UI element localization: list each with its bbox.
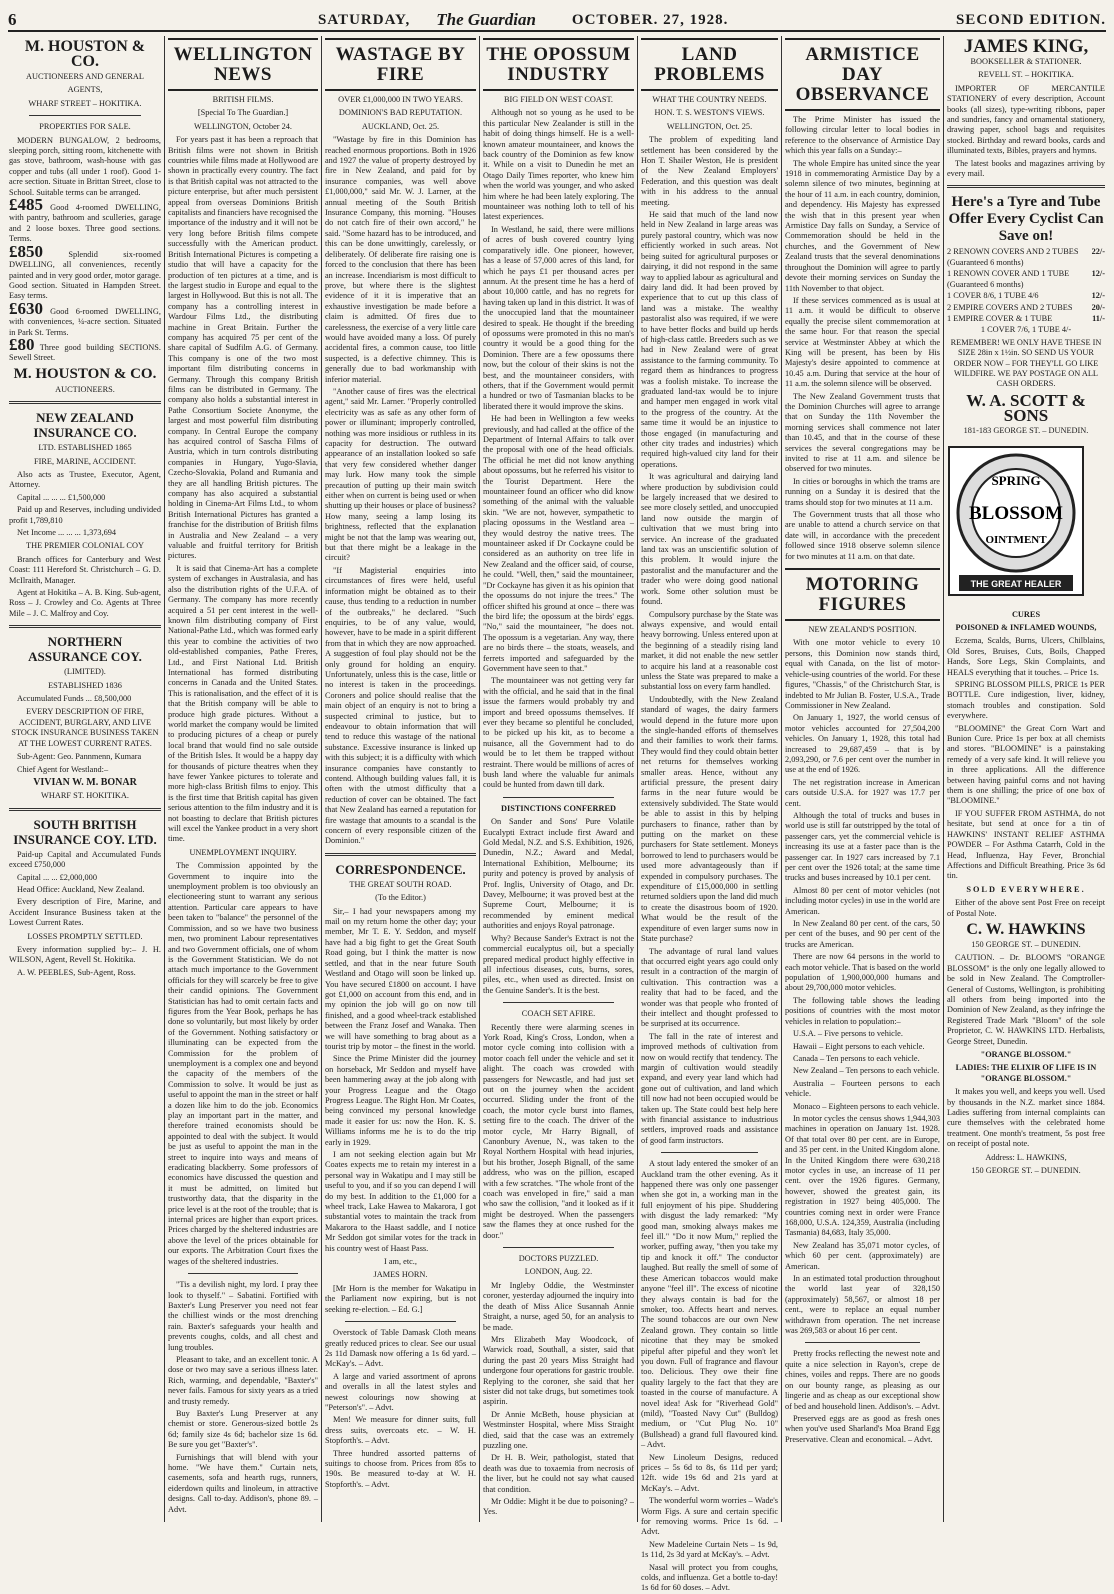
head-office: Head Office: Auckland, New Zealand. xyxy=(17,884,145,894)
article-paragraph: The Prime Minister has issued the following circular letter to local bodies in reference to the observance of Armistice Day which this year falls on a Sunday:– xyxy=(785,115,940,156)
great-south-road: THE GREAT SOUTH ROAD. xyxy=(349,879,452,889)
letter-paragraph: I am not seeking election again but Mr Coates expects me to retain my interest in a personal way in Wakatipu and I may still be useful to you, and if so you can depend I will do my best. In addition to the £1,000 for a wheel track, Lake Hawea to Makarora, I got substantial votes to maintain the track from Makarora to the Haast saddle, and I notice Mr Seddon got similar votes for the track in his country west of Haast Pass. xyxy=(325,1150,476,1253)
hawkins-address: 150 GEORGE ST. – DUNEDIN. xyxy=(971,939,1081,949)
article-paragraph: In an estimated total production throughout the world last year of 328,150 (approximately) 58,567, or almost 18 per cent., were to replace an equal number withdrawn from operation. The net increase was 269,583 or about 16 per cent. xyxy=(785,1274,940,1336)
article-paragraph: The mountaineer was not getting very far with the official, and he said that in the final issue the farmers would probably try and import and breed opossums themselves. If ever they became so plentiful he concluded, to be picked up his kit, as to become a nuisance, all the Government had to do would be to let them be trapped without restraint. There would be millions of acres of bush land where the valuable fur animals could be hunted from dawn till dark. xyxy=(483,676,634,790)
stopforth-ad: Men! We measure for dinner suits, full dress suits, overcoats etc. – W. H. Stopforth's. – Advt. xyxy=(325,1415,476,1446)
article-paragraph: The Commission appointed by the Government to inquire into the unemployment problem is too obviously an electioneering stunt to warrant any serious attention. Particular care appears to have been taken to "balance" the personnel of the Commission, and so we have two business men, two prominent Labour representatives and two Government officials, one of whom is the Government Statistician. We do not attach much importance to the Government officials for they will scarcely be free to give their candid opinions. The Government Statistician has had to omit certain facts and figures from the Year Book, perhaps he has done so voluntarily, but most likely by order of the Government. Nothing satisfactory or illuminating can be expected from the Commission for the problem of unemployment is a complex one and beyond the capacity of the members of the Commission to solve. It would be just as useful to appoint the man in the street or half a dozen like him to do the job. Economics play an important part in the matter, and therefore trained economists should be appointed to deal with the subject. It would be just as useful to appoint the man in the street to inquire into ways and means of eradicating blackberry. Some professors of economics have discussed the question and it must be admitted, on limited but trustworthy data, that the disparity in the price level is at the root of the trouble; that is internal prices are higher than export prices. Prices charged by the sheltered industries are above the level of the prices obtainable for our exports. The Arbitration Court fixes the wages of the sheltered industries. xyxy=(168,861,318,1266)
dateline: AUCKLAND, Oct. 25. xyxy=(361,121,440,131)
property-ad xyxy=(9,334,161,364)
motoring-subhead: NEW ZEALAND'S POSITION. xyxy=(808,625,917,635)
offer-item: 2 RENOWN COVERS AND 2 TUBES (Guaranteed 6 months) xyxy=(947,247,1079,267)
every-description: EVERY DESCRIPTION OF FIRE, ACCIDENT, BURGLARY, AND LIVE STOCK INSURANCE BUSINESS TAKEN AT THE LOWEST CURRENT RATES. xyxy=(11,707,159,748)
table-row: New Zealand – Ten persons to each vehicle. xyxy=(793,1066,940,1076)
james-king-name: JAMES KING, xyxy=(963,36,1089,57)
dateline: WELLINGTON, October 24. xyxy=(194,121,292,131)
divider xyxy=(805,1342,920,1343)
curtain-nets-ad: New Madeleine Curtain Nets – 1s 9d, 1s 11d, 2s 3d yard at McKay's. – Advt. xyxy=(641,1539,778,1560)
correspondence-heading: CORRESPONDENCE. xyxy=(335,861,466,877)
dateline: WELLINGTON, Oct. 25. xyxy=(666,121,753,131)
table-row: Hawaii – Eight persons to each vehicle. xyxy=(793,1041,925,1051)
article-paragraph: "If Magisterial enquiries into circumstances of fires were held, useful information might be obtained as to their cause, thus tending to a reduction in number of the outbreaks," he declared. "Such enquiries, to be of any value, would, however, have to be made in a spirit different from that in which they are now approached. A suggestion of foul play should not be the only ground for holding an enquiry. Unfortunately, unless this is the case, little or no interest is taken in the proceedings. Coroners and police should realise that the main object of an enquiry is not to bring a suspected criminal to justice, but to endeavour to obtain information that will tend to reduce this wastage of the national substance. Excessive insurance is linked up with this subject; it is a difficulty with which insurance companies have constantly to contend. Although building values fall, it is often with the utmost difficulty that a reduction of cover can be obtained. The fact that New Zealand has earned a reputation for fire wastage that amounts to a scandal is the concern of every responsible citizen of the Dominion." xyxy=(325,565,476,846)
agents: Agent at Hokitika – A. B. King. Sub-agent, Ross – J. Crowley and Co. Agents at Three Mile – J. C. Malfroy and Coy. xyxy=(9,588,161,618)
ointment-uses: Eczema, Scalds, Burns, Ulcers, Chilblains, Old Sores, Bruises, Cuts, Boils, Chapped Hands, Sore Legs, Skin Complaints, and HEALS everything that it touches. – Price 1s. xyxy=(947,636,1105,677)
article-paragraph: Mr Ingleby Oddie, the Westminster coroner, yesterday adjourned the inquiry into the death of Miss Alice Susannah Annie Straight, a nurse, aged 50, for an analysis to be made. xyxy=(483,1280,634,1332)
doctors-puzzled-heading: DOCTORS PUZZLED. xyxy=(518,1254,599,1264)
nz-insurance-kinds: FIRE, MARINE, ACCIDENT. xyxy=(34,456,136,466)
hawkins-address-line-2: 150 GEORGE ST. – DUNEDIN. xyxy=(971,1166,1081,1176)
land-subhead: WHAT THE COUNTRY NEEDS. xyxy=(652,95,767,104)
article-paragraph: If these services commenced as is usual at 11 a.m. it would be difficult to observe equally the precise silent commemoration at the same hour. For that reason the special service at Westminster Abbey at which the King will be present, has been by His Majesty's desire appointed to commence at 10.45 a.m. During that service at the hour of 11 a.m. the solemn silence will be observed. xyxy=(785,295,940,389)
property-price: £630 xyxy=(9,298,43,318)
stopforth-ad: Three hundred assorted patterns of suitings to choose from. Prices from 85s to 190s. Be measured to-day at W. H. Stopforth's. – Advt. xyxy=(325,1448,476,1489)
column-wastage-by-fire xyxy=(322,36,479,1522)
james-king-address: REVELL ST. – HOKITIKA. xyxy=(978,70,1074,80)
chief-agent: Chief Agent for Westland:– xyxy=(17,764,109,774)
tobacco-ad: A stout lady entered the smoker of an Auckland tram the other evening. As it happened there was only one passenger when she got in, a working man in the full enjoyment of his pipe. Shuddering with disgust the lady remarked: "My good man, smoking always makes me feel ill." "Do it now Mum," replied the worker, puffing away, "then you take my tip and knock it off." The conductor laughed. But really the smell of some of these American tobaccos would make anyone "feel ill". The excess of nicotine they always contain is bad for the smoker, too. Affects heart and nerves. The sound tobaccos are our own New Zealand grown. They contain so little nicotine that they may be smoked pipeful after pipeful and they won't let you down. Full of fragrance and flavour too. Delicious. They owe their fine quality largely to the fact that they are toasted in the course of manufacture. A novel idea! Ask for "Riverhead Gold" (mild), "Toasted Navy Cut" (Bulldog) medium, or "Cut Plug No. 10" (Bullshead) a grand full flavoured kind. – Advt. xyxy=(641,1159,778,1450)
property-text: Good 6-roomed DWELLING, with conveniences, ¼-acre section. Situated in Park St. Terms. xyxy=(9,306,161,337)
article-paragraph: The net registration increase in American cars outside U.S.A. for 1927 was 17.7 per cent. xyxy=(785,777,940,808)
caution-notice: CAUTION. – Dr. BLOOM'S "ORANGE BLOSSOM" is the only one legally allowed to be sold in New Zealand. The Comptroller-General of Customs, Wellington, is prohibiting all others from being imported into the Dominion of New Zealand, as they infringe the Registered Trade Mark "Bloom" of the sole Proprietor, C. W. HAWKINS LTD. Herbalists, George Street, Dunedin. xyxy=(947,953,1105,1046)
article-paragraph: Dr H. B. Weir, pathologist, stated that death was due to toxaemia from necrosis of the liver, but he could not say what caused that condition. xyxy=(483,1453,634,1494)
column-land-problems xyxy=(638,36,781,1593)
asthma-ad: IF YOU SUFFER FROM ASTHMA, do not hesitate, but send at once for a tin of HAWKINS' INSTANT RELIEF ASTHMA POWDER – For Asthma Catarrh, Cold in the Head, Influenza, Hay Fever, Bronchial Affections and Difficult Breathing. Price 3s 6d tin. xyxy=(947,808,1105,881)
property-price: £850 xyxy=(9,241,43,261)
offer-item: 1 COVER 8/6, 1 TUBE 4/6 xyxy=(947,291,1039,301)
distinctions-heading: DISTINCTIONS CONFERRED xyxy=(500,803,617,813)
bonar-address: WHARF ST. HOKITIKA. xyxy=(41,791,129,801)
wellington-news-title: WELLINGTON NEWS xyxy=(168,38,318,91)
article-paragraph: Undoubtedly, with the New Zealand standard of wages, the dairy farmers would depend in the future more upon the single-handed efforts of themselves and their families to work their farms. They would find they could obtain better net returns for themselves working smaller areas. Hence, without any artificial pressure, the present dairy farms in the near future would be extensively subdivided. The State would be able to assist in this by helping purchasers to finance, rather than by putting on the market on these purchasers for State settlement. Moneys borrowed to lend to purchasers would be used more advantageously than if expended in compulsory purchases. The expenditure of £15,000,000 in settling returned soldiers upon the land did much to create the disastrous boom of 1920. What would be the result of the expenditure of even larger sums now in State purchase? xyxy=(641,694,778,944)
article-paragraph: New Zealand has 35,071 motor cycles, of which 60 per cent. (approximately) are American. xyxy=(785,1240,940,1271)
article-paragraph: The advantage of rural land values that occurred eight years ago could only result in a contraction of the margin of cultivation. This contraction was a reality that had to be faced, and the wonder was that people who fronted of their intellect and thought professed to be surprised at its occurrence. xyxy=(641,946,778,1029)
property-ad xyxy=(9,241,161,302)
houston-subtitle: AUCTIONEERS AND GENERAL xyxy=(26,72,144,81)
wastage-subhead-2: DOMINION'S BAD REPUTATION. xyxy=(338,108,463,118)
masthead-day: SATURDAY, xyxy=(318,11,411,28)
unemployment-subhead: UNEMPLOYMENT INQUIRY. xyxy=(189,847,297,857)
addisons-ad: Pretty frocks reflecting the newest note and quite a nice selection in Rayon's, crepe de chines, voiles and repps. There are no goods on our bounty range, as pleasing as our lingerie and as cheap as our exceptional show of bed and household linen. Addison's. – Advt. xyxy=(785,1349,940,1411)
article-paragraph: Dr Annie McBeth, house physician at Westminster Hospital, where Miss Straight died, said that the case was an extremely puzzling one. xyxy=(483,1409,634,1450)
newspaper-name: The Guardian xyxy=(436,10,536,29)
property-ad: MODERN BUNGALOW, 2 bedrooms, sleeping porch, sitting room, kitchenette with gas stove, bathroom, wash-house with gas copper and tubs (all under 1 roof). Good 1-acre section. Situate in Brittan Street, close to School. Suitable terms can be arranged. xyxy=(9,135,161,197)
offer-item: 1 RENOWN COVER AND 1 TUBE (Guaranteed 6 months) xyxy=(947,269,1070,289)
divider xyxy=(9,625,161,628)
wastage-subhead: OVER £1,000,000 IN TWO YEARS. xyxy=(338,95,463,104)
wastage-title: WASTAGE BY FIRE xyxy=(325,38,476,91)
divider xyxy=(503,797,614,798)
tyre-offer-row xyxy=(947,269,1105,290)
column-armistice-motoring xyxy=(782,36,943,1522)
divider xyxy=(29,115,141,116)
orange-blossom-heading: "ORANGE BLOSSOM." xyxy=(980,1050,1072,1059)
addisons-ad: Furnishings that will blend with your home. "We have them." Curtain nets, casements, sofa and hearth rugs, runners, eiderdown quilts and linoleum, in attractive designs. Call to-day. Addison's, phone 89. – Advt. xyxy=(168,1452,318,1514)
tin-label: BLOSSOM xyxy=(969,503,1063,525)
scott-sons-name: W. A. SCOTT & SONS xyxy=(966,390,1086,425)
every-description-2: Every description of Fire, Marine, and Accident Insurance Business taken at the Lowest Current Rates. xyxy=(9,897,161,928)
tyre-offer-row xyxy=(947,291,1105,301)
column-advertisements-left xyxy=(6,36,164,1522)
article-paragraph: It was agricultural and dairying land where production by subdivision could be largely increased that we desired to see more closely settled, and unoccupied land now outside the margin of cultivation that we must bring into service. An increase of the graduated land tax was an unscientific solution of this problem. It would injure the pastoralist and the manufacturer and the trader who were doing good national work. Some other solution must be found. xyxy=(641,472,778,607)
baxter-ad: Pleasant to take, and an excellent tonic. A dose or two may save a serious illness later. Rich, warming, and dependable, "Baxter's" never fails. Famous for sixty years as a tried and trusty remedy. xyxy=(168,1354,318,1406)
hawkins-name: C. W. HAWKINS xyxy=(966,920,1086,938)
scott-sons-address: 181-183 GEORGE ST. – DUNEDIN. xyxy=(963,425,1089,435)
tyre-offer-heading: Here's a Tyre and Tube Offer Every Cyclist Can Save on! xyxy=(948,194,1104,245)
offer-price: 11/- xyxy=(1092,313,1105,323)
egg-preservative-ad: Preserved eggs are as good as fresh ones when you've used Sharland's Moa Brand Egg Preservative. Clean and economical. – Advt. xyxy=(785,1413,940,1444)
premier-colonial: THE PREMIER COLONIAL COY xyxy=(26,541,144,551)
wilson-info: Every information supplied by:– J. H. WILSON, Agent, Revell St. Hokitika. xyxy=(9,944,161,965)
divider xyxy=(503,1247,614,1248)
ladies-heading: LADIES: THE ELIXIR OF LIFE IS IN "ORANGE BLOSSOM." xyxy=(955,1063,1097,1083)
divider xyxy=(947,185,1105,188)
bonar-name: VIVIAN W. M. BONAR xyxy=(33,776,137,788)
article-paragraph: Although not so young as he used to be this particular New Zealander is still in the habit of doing things himself. He is a well-known amateur mountaineer, and knows the back country of the Dominion as few know it. While on a visit to Dunedin he met an Otago Daily Times reporter, who knew him when the world was younger, and who asked him where he had been lately exploring. The mountaineer was nothing loth to tell of his latest experiences. xyxy=(483,108,634,222)
wellington-news-subhead: BRITISH FILMS. xyxy=(212,95,274,104)
article-paragraph: In motor cycles the census shows 1,944,303 machines in operation on January 1st. 1928. Of that total over 80 per cent. are in Europe, and 35 per cent. in the United Kingdom alone. In the United Kingdom there were 630,218 motor cycles in use, an increase of 11 per cent. over the 1926 figures. Germany, however, showed the greatest gain, its registration in 1927 being 405,000. The countries coming next in order were France 168,000, U.S.A. 124,359, Australia (including Tasmania) 84,683, Italy 35,000. xyxy=(785,1113,940,1238)
houston-address: WHARF STREET – HOKITIKA. xyxy=(28,98,142,108)
special-credit: [Special To The Guardian.] xyxy=(197,108,289,118)
column-advertisements-right xyxy=(944,36,1108,1522)
property-ad xyxy=(9,298,161,338)
dateline: LONDON, Aug. 22. xyxy=(524,1267,593,1277)
divider xyxy=(661,1152,758,1153)
article-paragraph: Compulsory purchase by the State was always expensive, and would entail heavy borrowing. Unless entered upon at the beginning of a steadily rising land market, it did not enable the new settler to acquire his land at a reasonable cost unless the State was prepared to make a substantial loss on every farm handled. xyxy=(641,609,778,692)
table-row: Australia – Fourteen persons to each vehicle. xyxy=(785,1078,940,1099)
divider xyxy=(188,1273,298,1274)
letter-signer: JAMES HORN. xyxy=(373,1270,428,1280)
sold-everywhere: SOLD EVERYWHERE. xyxy=(966,884,1086,894)
remember-notice: REMEMBER! WE ONLY HAVE THESE IN SIZE 28in x 1½in. SO SEND US YOUR ORDER NOW – FOR THEY'LL GO LIKE WILDFIRE. WE PAY POSTAGE ON ALL CASH ORDERS. xyxy=(950,337,1102,389)
south-british-paid: Paid-up Capital and Accumulated Funds exceed £750,000 xyxy=(9,849,161,870)
armistice-title: ARMISTICE DAY OBSERVANCE xyxy=(785,38,940,111)
mckays-ad: Overstock of Table Damask Cloth means greatly reduced prices to clear. See our usual 2s 11d Damask now offering a 1s 6d yard. – McKay's. – Advt. xyxy=(325,1328,476,1369)
edition-label: SECOND EDITION. xyxy=(955,11,1106,28)
nasal-ad: Nasal will protect you from coughs, colds, and influenza. Get a bottle to-day! 1s 6d for 60 doses. – Advt. xyxy=(641,1562,778,1593)
sub-agent: Sub-Agent: Geo. Pannmenn, Kumara xyxy=(17,752,142,762)
masthead xyxy=(8,10,1106,32)
northern-limited: (LIMITED). xyxy=(64,667,106,677)
bloomine-ad: "BLOOMINE" the Great Corn Wart and Bunion Cure. Price 1s per box at all chemists and stores. "BLOOMINE" is a painstaking remedy of a very safe kind. It will relieve you in three applications. All the difference between having painful corns and not having them is one shilling; the price of one box of "BLOOMINE." xyxy=(947,723,1105,806)
divider xyxy=(345,1321,456,1322)
peebles-info: A. W. PEEBLES, Sub-Agent, Ross. xyxy=(17,967,136,977)
sanders-ad: On Sander and Sons' Pure Volatile Eucalypti Extract include first Award and Gold Medal, N.Z. and S.S. Exhibition, 1926, Dunedin, N.Z.; Award and Medal, International Exhibition, Melbourne; its purity and potency is proved by analysis of Prof. Inglis, University of Otago, and Dr. Davey, Melbourne; it was proved best at the Supreme Court, Melbourne; it is recommended by eminent medical authorities and enjoys Royal patronage. xyxy=(483,817,634,931)
divider xyxy=(503,1002,614,1003)
spring-blossom-tin-icon xyxy=(947,445,1085,597)
petersons-ad: A large and varied assortment of aprons and overalls in all the latest styles and newest colourings now showing at "Peterson's". – Advt. xyxy=(325,1371,476,1412)
editor-note: [Mr Horn is the member for Wakatipu in the Parliament now expiring, but is not seeking re-election. – Ed. G.] xyxy=(325,1283,476,1314)
article-paragraph: The Government trusts that all those who are unable to attend a church service on that date will, in accordance with the precedent followed since 1918 observe solemn silence for two minutes at 11 a.m. on that date. xyxy=(785,510,940,561)
james-king-stationery: IMPORTER OF MERCANTILE STATIONERY of every description, Account books (all sizes), type-writing ribbons, paper and sundries, fancy and ornamental stationery, drawing paper, school bags and requisites stocked. Birthday and reward books, cards and illuminated texts, Bibles, prayers and hymns. xyxy=(947,83,1105,156)
article-paragraph: The New Zealand Government trusts that the Dominion Churches will agree to arrange that on Sunday the 11th November the morning services shall commence not later than 10.45, and that in the course of these services the several congregations may be invited to rise at 11 a.m. and silence be observed for two minutes. xyxy=(785,391,940,474)
tin-label: SPRING xyxy=(991,473,1041,489)
baxter-ad: "Tis a devilish night, my lord. I pray thee look to thyself." – Sabatini. Fortified with Baxter's Lung Preserver you need not fear the chilliest winds or the most drenching rain. Baxter's safeguards your health and prevents coughs, colds, and all chest and lung troubles. xyxy=(168,1280,318,1352)
tyre-offer-row xyxy=(947,314,1105,324)
property-text: Splendid six-roomed DWELLING, all conveniences, recently painted and in very good order, motor garage. Good section. Situated in Hampden Street. Easy terms. xyxy=(9,249,161,301)
nz-insurance-established: LTD. ESTABLISHED 1865 xyxy=(38,443,132,453)
article-paragraph: Although the total of trucks and buses in world use is still far outstripped by the total of passenger cars, yet the commercial vehicle is increasing its use at a faster pace than is the passenger car. In 1927 cars increased by 7.1 per cent over the 1926 total; at the same time trucks and buses increased by 10.1 per cent. xyxy=(785,810,940,883)
accumulated-funds: Accumulated Funds ... £8,500,000 xyxy=(17,694,132,704)
offer-price: 20/- xyxy=(1091,302,1105,312)
motoring-title: MOTORING FIGURES xyxy=(785,568,940,621)
opossum-title: THE OPOSSUM INDUSTRY xyxy=(483,38,634,91)
northern-assurance-heading: NORTHERN ASSURANCE COY. xyxy=(28,634,142,665)
tyre-offer-row xyxy=(947,303,1105,313)
article-paragraph: Mr Oddie: Might it be due to poisoning? – Yes. xyxy=(483,1497,634,1517)
james-king-books: The latest books and magazines arriving by every mail. xyxy=(947,158,1105,179)
letter-paragraph: Since the Prime Minister did the journey on horseback, Mr Seddon and myself have been hammering away at the job along with your Progress League and the Otago Progress League. The Right Hon. Mr Coates, being convinced my personal knowledge made it easier for us: now the Hon. K. S. Williams informs me he is to do the trip early in 1929. xyxy=(325,1054,476,1147)
coach-afire-heading: COACH SET AFIRE. xyxy=(521,1009,596,1019)
masthead-date: OCTOBER. 27, 1928. xyxy=(571,11,729,28)
post-free: Either of the above sent Post Free on receipt of Postal Note. xyxy=(947,898,1105,918)
article-paragraph: With one motor vehicle to every 10 persons, this Dominion now stands third, equal with Canada, on the list of motor-vehicle-using countries of the world. For these figures, "Chassis," of the Christchurch Star, is indebted to Mr Julian B. Foster, U.S.A., Trade Commissioner in New Zealand. xyxy=(785,638,940,710)
houston-subtitle-2: AGENTS, xyxy=(67,85,103,95)
sanders-ad: Why? Because Sander's Extract is not the commercial eucalyptus oil, but a specially prepared medical product highly effective in all infectious diseases, cuts, burns, sores, piles, etc., when used as directed. Insist on the Genuine Sander's. It is the best. xyxy=(483,933,634,995)
column-wellington-news xyxy=(165,36,321,1522)
offer-item: 1 EMPIRE COVER & 1 TUBE xyxy=(947,313,1053,323)
net-income-line: Net Income ... ... ... 1,373,694 xyxy=(17,528,117,537)
column-opossum-industry xyxy=(480,36,637,1522)
property-text: Good 4-roomed DWELLING, with pantry, bathroom and sculleries, garage and 2 loose boxes. Three good sections. Terms. xyxy=(9,203,161,244)
article-paragraph: The following table shows the leading positions of countries with the most motor vehicles in relation to population:– xyxy=(785,995,940,1026)
tin-label: OINTMENT xyxy=(985,534,1047,547)
offer-item: 2 EMPIRE COVERS AND 2 TUBES xyxy=(947,302,1073,312)
letter-paragraph: Sir,– I had your newspapers among my mail on my return home the other day; your member, Mr T. E. Y. Seddon, and myself have had a big fight to get the Great South Road going, but I think the matter is now settled, and that in the near future South Westland and Otago will soon be linked up. You have secured £1800 on account. I have got £1,000 on account from this end, and in my opinion the job will go on now till finished, and a good wheel-track established between the Franz Josef and Wanaka. Then we will have something to brag about as a tourist trip by motor – the finest in the world. xyxy=(325,906,476,1051)
cures-label: CURES xyxy=(1011,609,1041,619)
divider xyxy=(9,808,161,811)
article-paragraph: In cities or boroughs in which the trams are running on a Sunday it is desired that the trams should stop for two minutes at 11 a.m. xyxy=(785,476,940,507)
south-british-capital: Capital ... ... £2,000,000 xyxy=(17,872,97,882)
offer-price: 12/- xyxy=(1091,269,1105,279)
divider xyxy=(9,401,161,404)
article-paragraph: He had been in Wellington a few weeks previously, and had called at the office of the Department of Internal Affairs to talk over the proposal with one of the head officials. The official he met did not know anything about opossums, but he referred his visitor to the Tourist Department. Here the mountaineer found an officer who did know something of the animal with the valuable skin. "We are not, however, sympathetic to placing opossums in the Westland area – they would destroy the native trees. The mountaineer asked if Dr Cockayne could be considered as an authority on tree life in New Zealand and the officer said, of course, he could. "Well, then," said the mountaineer, "Dr Cockayne has given it as his opinion that the opossums do not injure the trees." The officer shifted his ground at once – there was the bird life; the opossum at the birds' eggs. "No," said the mountaineer, "he does not. The opossum is a vegetarian. Any way, there are no birds there – the stoats, weasels, and ferrets imported and safeguarded by the Government have seen to that." xyxy=(483,414,634,673)
properties-heading: PROPERTIES FOR SALE. xyxy=(39,122,131,132)
article-paragraph: There are now 64 persons in the world to each motor vehicle. That is based on the world population of 1,900,000,000 humans and about 29,700,000 motor vehicles. xyxy=(785,952,940,993)
letter-signoff: I am, etc., xyxy=(384,1257,417,1267)
table-row: Canada – Ten persons to each vehicle. xyxy=(793,1053,920,1063)
article-paragraph: "Wastage by fire in this Dominion has reached enormous proportions. Both in 1926 and 1927 the value of property destroyed by fire in New Zealand, and paid for by insurance companies, was well above £1,000,000," said Mr. W. J. Larner, at the annual meeting of the South British Insurance Company, this morning. "Houses do not catch fire of their own accord," he said. "Some hazard has to be introduced, and this can be done unwittingly, carelessly, or deliberately. Of deliberate fire raising one is forced to the conclusion that there has been an increase. Incendiarism is most difficult to prove, but where there is the slightest evidence of it it is imperative that an exhaustive investigation be made before a claim is admitted. Of fires due to carelessness, the exercise of a very little care would have avoided many a loss. Of purely accidental fires, a common cause, too little suspected, is a defective chimney. This is generally due to bad workmanship with inferior material. xyxy=(325,135,476,384)
offer-price: 22/- xyxy=(1091,247,1105,257)
table-row: Monaco – Eighteen persons to each vehicle. xyxy=(793,1101,940,1111)
nz-insurance-heading: NEW ZEALAND INSURANCE CO. xyxy=(33,410,137,441)
nz-insurance-acts: Also acts as Trustee, Executor, Agent, Attorney. xyxy=(9,469,161,490)
page-number: 6 xyxy=(8,10,17,29)
linoleum-ad: New Linoleum Designs, reduced prices – 5s 6d to 8s, 6s 11d per yard; 12ft. wide 19s 6d and 21s yard at McKay's. – Advt. xyxy=(641,1452,778,1493)
orange-blossom-text: It makes you well, and keeps you well. Used by thousands in the N.Z. market since 1884. Ladies suffering from internal complaints can cure themselves with the celebrated home treatment. One month's treatment, 5s post free on receipt of postal note. xyxy=(947,1087,1105,1149)
article-paragraph: For years past it has been a reproach that British films were not shown in British countries while films made at Hollywood are shown in practically every country. The fact is that British capital was not attracted to the picture enterprise, but after much persistent appeal from overseas Dominions British capitalists and financiers have recognised the importance of the industry and it will not be very long before British films compete successfully with the American product. British International Pictures is competing a studio that will have a capacity for the production of ten pictures at a time, and is the largest studio in Europe and equal to the largest in Hollywood. But this is not all. The company has a controlling interest in Wardour Films Ltd., the distributing machine in Great Britain. Further the company has acquired 75 per cent of the share capital of Sudfilm A.G. of Germany. This company is one of the two most important film distributing concerns in Germany. Through this company British films can be distributed in Germany. The company also holds a substantial interest in Pathe Consortium Societe Anonyme, the largest and most powerful film distributing company. In Central Europe the company has acquired control of Sascha Films of Austria, which in turn controls distributing companies in Hungary, Yugo-Slavia, Czecho-Slovakia, Poland and Rumania and they are all handling British pictures. The company has also acquired a substantial holding in Cinema-Art Films Ltd., to whom British International Pictures has granted a franchise for the distribution of British films in Australia and New Zealand – a very valuable and fruitful territory for British pictures. xyxy=(168,135,318,561)
spring-blossom-pills: SPRING BLOSSOM PILLS, PRICE 1s PER BOTTLE. Cure indigestion, liver, kidney, stomach troubles and constipation. Sold everywhere. xyxy=(947,680,1105,721)
article-paragraph: In New Zealand 80 per cent. of the cars, 50 per cent of the buses, and 90 per cent of the trucks are American. xyxy=(785,919,940,949)
property-price: £80 xyxy=(9,334,35,354)
property-text: Three good building SECTIONS. Sewell Street. xyxy=(9,342,161,363)
houston-firm-name-2: M. HOUSTON & CO. xyxy=(13,365,157,382)
baxter-ad: Buy Baxter's Lung Preserver at any chemist or store. Generous-sized bottle 2s 6d; family size 4s 6d; bachelor size 1s 6d. Be sure you get "Baxter's". xyxy=(168,1408,318,1450)
hawkins-address-line: Address: L. HAWKINS, xyxy=(985,1152,1067,1162)
property-price: £485 xyxy=(9,195,43,215)
tin-label: THE GREAT HEALER xyxy=(970,579,1062,590)
worm-figs-ad: The wonderful worm worries – Wade's Worm Figs. A sure and certain specific for removing worms. Price 1s 6d. – Advt. xyxy=(641,1496,779,1537)
article-paragraph: The fall in the rate of interest and improved methods of cultivation from now on would rectify that tendency. The margin of cultivation would steadily expand, and every year land which had gone out of cultivation, and land which till now had not been occupied would be taken up. The State could best help here with financial assistance to industrious settlers, improved roads and assistance of good farm instructors. xyxy=(641,1031,778,1145)
offer-item: 1 COVER 7/6, 1 TUBE 4/- xyxy=(980,325,1072,335)
article-paragraph: Mrs Elizabeth May Woodcock, of Warwick road, Southall, a sister, said that during the past 20 years Miss Straight had undergone four operations for gastric trouble. Replying to the coroner, she said that her sister did not take drugs, but sometimes took aspirin. xyxy=(483,1334,634,1407)
article-paragraph: It is said that Cinema-Art has a complete system of exchanges in Australasia, and has also the distribution rights of the U.F.A. of Germany. The company has more recently acquired a 51 per cent interest in the well-known film distributing company of First National-Pathe Ltd., which was formed early this year to combine the activities of two old-established companies, Pathe Freres, Ltd., and First National Ltd. British International has formed distributing concerns in Canada and the United States. This is rationalisation, and the effect of it is that the British company will be able to produce high grade pictures. Without a world market the company would be limited to producing pictures of a cheap or purely local brand that would find no sale outside of the British Isles. It would be a happy day for thousands of picture theatres when they have fewer Yankee pictures to tolerate and more high-class British films to enjoy. This is the first time that British capital has given serious attention to the film industry and it is not boasting to declare that British pictures will excel the Yankee product in a very short time. xyxy=(168,563,318,844)
james-king-trade: BOOKSELLER & STATIONER. xyxy=(970,57,1082,66)
opossum-subhead: BIG FIELD ON WEST COAST. xyxy=(503,95,613,104)
land-problems-title: LAND PROBLEMS xyxy=(641,38,778,91)
article-paragraph: "Another cause of fires was the electrical agent," said Mr. Larner. "Properly controlled electricity was as safe as any other form of power or illuminant; improperly controlled, nothing was more insidious or ruthless in its capacity for destruction. The outward appearance of an installation looked so safe that very few considered whether danger may lurk. How many took the simple precaution of putting up their main switch either when on current is being used or when shutting up their houses or place of business? How many, seeing a lamp losing its brightness, reflected that the explanation might be not that the lamp was wearing out, but that there might be a leakage in the circuit? xyxy=(325,386,476,563)
article-paragraph: On January 1, 1927, the world census of motor vehicles accounted for 27,504,200 vehicles. On January 1, 1928, this total had increased to 29,687,459 – that is by 2,093,290, or 7.6 per cent over the number in use at the end of 1926. xyxy=(785,713,940,775)
divider xyxy=(325,853,476,856)
houston-firm-name: M. HOUSTON & CO. xyxy=(24,38,146,70)
auctioneers-label: AUCTIONEERS. xyxy=(55,384,115,394)
article-paragraph: The problem of expediting land settlement has been considered by the Hon T. Shailer Weston, He is president of the New Zealand Employers' Federation, and this question was dealt with in his address to the annual meeting. xyxy=(641,135,778,207)
to-the-editor: (To the Editor.) xyxy=(375,893,426,903)
article-paragraph: He said that much of the land now held in New Zealand in large areas was purely pastoral country, which was now efficiently worked in such areas. Not being suited for agricultural purposes or dairying, it did not respond in the same way to applied labour as agricultural and dairy land did. It had been proved by experience that to cut up this class of land was a mistake. The wealthy pastoralist also was required, if we were to have better flocks and build up herds of high-class cattle. Breeders such as we had in New Zealand were of great assistance to the farming community. To regard them as hindrances to progress was a foolish mistake. To increase the graduated land-tax would be to injure and hamper men engaged in work vital to the progress of the country. At the same time it would be an injustice to those engaged (in manufacturing and other city trades and industries) which required high-valued city land for their operations. xyxy=(641,210,778,469)
article-paragraph: In Westland, he said, there were millions of acres of bush covered country lying comparatively idle. One pioneer, however, has a lease of 57,000 acres of this land, for which he pays £1 per thousand acres per annum. At the present time he has a herd of about 10,000 cattle, and has no regrets for having taken up land in this district. It was of the unoccupied land that the mountaineer desired to speak. He thought if the breeding of opossums were promoted in this no man's country it would be a good thing for the Dominion. There are a few opossums there now, but the colour of their skins is not the best, and the mountaineer considers, with others, that if the Government would permit a hundred or two of Tasmanian blacks to be liberated there it would improve the skins. xyxy=(483,224,634,411)
article-paragraph: Recently there were alarming scenes in York Road, King's Cross, London, when a motor cycle coming into collision with a motor coach fell under the vehicle and set it alight. The coach was crowded with passengers for Newcastle, and had just set out on the journey when the accident occurred. Sliding under the front of the coach, the motor cycle burst into flames, setting fire to the coach. The driver of the motor cycle, Mr Harry Bignall, of Canonbury Avenue, N., was taken to the Royal Northern Hospital with head injuries, but his brother, Joseph Bignall, of the same address, who was on the pillion, escaped with a few scratches. "The whole front of the coach was enveloped in fire," said a man who saw the collision, "and it looked as if it might be destroyed. When the passengers saw the flames they at once rushed for the door." xyxy=(483,1022,634,1240)
article-paragraph: The whole Empire has united since the year 1918 in commemorating Armistice Day by a solemn silence of two minutes, beginning at the hour of 11 a.m. in each country, dominion, and dependency. His Majesty has expressed the wish that in this present year when Armistice Day falls on Sunday, a Service of Commemoration should be held in the churches, and the Government of New Zealand trusts that the several denominations throughout the Dominion will agree to partly devote their morning services on Sunday the 11th November to that object. xyxy=(785,158,940,293)
capital-line: Capital ... ... ... £1,500,000 xyxy=(17,492,106,502)
article-paragraph: Almost 80 per cent of motor vehicles (not including motor cycles) in use in the world are American. xyxy=(785,885,940,916)
offer-price: 12/- xyxy=(1091,291,1105,301)
branch-offices: Branch offices for Canterbury and West Coast: 111 Hereford St. Christchurch – G. D. McIlraith, Manager. xyxy=(9,554,161,585)
table-row: U.S.A. – Five persons to vehicle. xyxy=(793,1029,903,1039)
south-british-heading: SOUTH BRITISH INSURANCE COY. LTD. xyxy=(13,816,157,847)
tyre-offer-row xyxy=(947,247,1105,268)
property-ad xyxy=(9,195,161,245)
paid-up-line: Paid up and Reserves, including undivided profit 1,789,810 xyxy=(9,505,161,525)
losses-settled: LOSSES PROMPTLY SETTLED. xyxy=(27,931,143,941)
northern-established: ESTABLISHED 1836 xyxy=(48,680,122,690)
land-subhead-2: HON. T. S. WESTON'S VIEWS. xyxy=(654,108,765,118)
poisoned-wounds: POISONED & INFLAMED WOUNDS, xyxy=(955,622,1097,632)
